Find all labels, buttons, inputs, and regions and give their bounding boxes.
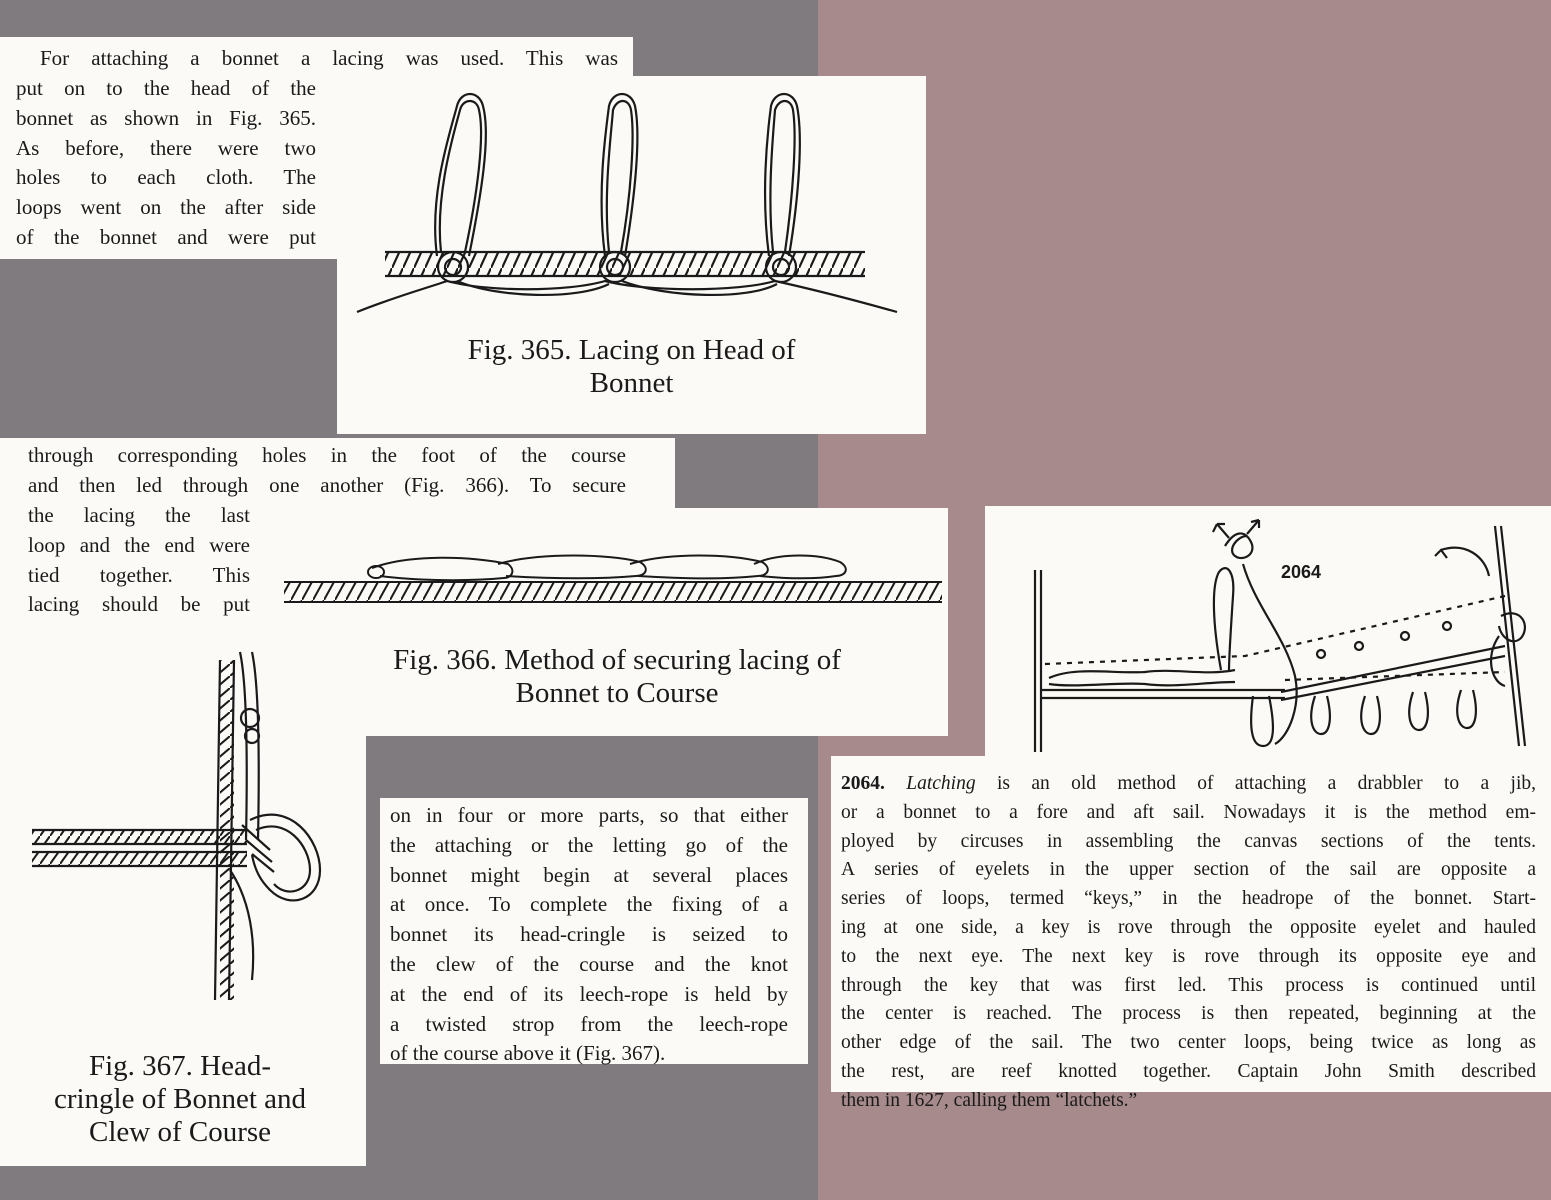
key-loop bbox=[1491, 636, 1505, 686]
caption-line: Bonnet bbox=[589, 367, 674, 399]
text-line: loop and the end were bbox=[28, 532, 250, 557]
fig-366-illustration bbox=[280, 540, 945, 620]
text-line-first bbox=[841, 770, 1536, 799]
key-loop bbox=[1409, 692, 1428, 730]
dashed-edge bbox=[1285, 672, 1505, 680]
fig-2064-illustration bbox=[985, 506, 1551, 756]
para-366-top bbox=[28, 441, 626, 501]
text-line: bonnet as shown in Fig. 365. bbox=[16, 105, 316, 130]
text-line: and then led through one another (Fig. 366). To secure bbox=[28, 472, 626, 497]
latching-drawing bbox=[1035, 520, 1525, 752]
fig-365-illustration bbox=[337, 76, 926, 336]
text-line: of the course above it (Fig. 367). bbox=[390, 1041, 666, 1066]
loop bbox=[372, 558, 512, 580]
horizontal-ropes bbox=[32, 830, 247, 866]
caption-line: Bonnet to Course bbox=[515, 677, 719, 709]
text-line: at once. To complete the fixing of a bbox=[390, 892, 788, 917]
fig-365-caption bbox=[337, 334, 926, 400]
text-line: bonnet might begin at several places bbox=[390, 862, 788, 887]
text-line: the center is reached. The process is then repeated, beginning at the bbox=[841, 1003, 1536, 1025]
text-line: ployed by circuses in assembling the canvas sections of the tents. bbox=[841, 830, 1536, 852]
headrope bbox=[1281, 646, 1505, 700]
text-line: ing at one side, a key is rove through the opposite eyelet and hauled bbox=[841, 916, 1536, 938]
text-line: or a bonnet to a fore and aft sail. Nowadays it is the method em- bbox=[841, 801, 1536, 823]
intro-paragraph bbox=[16, 74, 316, 253]
lacing-line bbox=[457, 281, 609, 295]
text-line: holes to each cloth. The bbox=[16, 165, 316, 190]
text-line: on in four or more parts, so that either bbox=[390, 803, 788, 827]
caption-line: Clew of Course bbox=[88, 1116, 272, 1148]
text-line: the clew of the course and the knot bbox=[390, 951, 788, 976]
caption-line: cringle of Bonnet and bbox=[53, 1083, 307, 1115]
lacing-line bbox=[357, 281, 897, 312]
caption-line: Fig. 367. Head- bbox=[88, 1050, 272, 1082]
head-cringle bbox=[242, 815, 320, 901]
text-line: other edge of the sail. The two center loops, being twice as long as bbox=[841, 1032, 1536, 1054]
arrow bbox=[1247, 520, 1259, 534]
latch-chain bbox=[1049, 682, 1235, 685]
text-line: them in 1627, calling them “latchets.” bbox=[841, 1089, 1138, 1111]
text-line: series of loops, termed “keys,” in the headrope of the bonnet. Start- bbox=[841, 888, 1536, 910]
lacing-line bbox=[622, 281, 777, 295]
para-2064 bbox=[841, 770, 1536, 1116]
arrow bbox=[1435, 548, 1489, 576]
rope-drawing bbox=[32, 652, 320, 1000]
text-line: tied together. This bbox=[28, 562, 250, 587]
text-line: to the next eye. The next key is rove through its opposite eye and bbox=[841, 945, 1536, 967]
text-line: For attaching a bonnet a lacing was used. This was bbox=[40, 46, 618, 70]
text-line: the attaching or the letting go of the bbox=[390, 832, 788, 857]
para-continuation bbox=[390, 801, 788, 1069]
fig-367-illustration bbox=[20, 640, 340, 1020]
caption-line: Fig. 366. Method of securing lacing of bbox=[393, 644, 841, 676]
lacing-loops bbox=[357, 94, 897, 312]
intro-first-line bbox=[40, 44, 618, 74]
eyelet bbox=[1355, 642, 1363, 650]
knot bbox=[241, 709, 259, 727]
text-line: the rest, are reef knotted together. Captain John Smith described bbox=[841, 1060, 1536, 1082]
fig-366-caption bbox=[292, 644, 942, 710]
eyelet bbox=[1317, 650, 1325, 658]
fig-367-caption bbox=[30, 1050, 330, 1149]
long-key bbox=[1214, 568, 1233, 670]
para-366-side bbox=[28, 501, 250, 620]
text-line: loops went on the after side bbox=[16, 195, 316, 220]
lacing-chain bbox=[368, 556, 846, 581]
loop bbox=[770, 101, 794, 252]
key-loop bbox=[1361, 696, 1380, 734]
loop bbox=[498, 556, 646, 579]
long-key bbox=[1251, 696, 1273, 746]
text-line: the lacing the last bbox=[28, 503, 250, 527]
entry-first-line-rest: is an old method of attaching a drabbler to a jib, bbox=[975, 773, 1537, 794]
loop bbox=[630, 556, 768, 579]
text-line: bonnet its head-cringle is seized to bbox=[390, 922, 788, 947]
text-line: of the bonnet and were put bbox=[16, 224, 316, 249]
latch-chain bbox=[1049, 670, 1235, 678]
fig-2064-label: 2064 bbox=[1281, 562, 1322, 582]
text-line: lacing should be put bbox=[28, 592, 250, 617]
eyelet bbox=[1401, 632, 1409, 640]
key-loop bbox=[1311, 696, 1330, 734]
arrow bbox=[1213, 524, 1229, 538]
eyelet bbox=[1443, 622, 1451, 630]
text-line: As before, there were two bbox=[16, 135, 316, 160]
text-line: A series of eyelets in the upper section of the sail are opposite a bbox=[841, 859, 1536, 881]
text-line: through the key that was first led. This process is continued until bbox=[841, 974, 1536, 996]
entry-term: Latching bbox=[906, 773, 976, 794]
caption-line: Fig. 365. Lacing on Head of bbox=[467, 334, 796, 366]
rope bbox=[284, 582, 942, 602]
text-line: a twisted strop from the leech-rope bbox=[390, 1011, 788, 1036]
text-line: through corresponding holes in the foot of the course bbox=[28, 443, 626, 467]
key-loop bbox=[1457, 690, 1476, 728]
entry-number: 2064. bbox=[841, 773, 885, 794]
text-line: put on to the head of the bbox=[16, 76, 316, 100]
headrope bbox=[1041, 690, 1285, 698]
text-line: at the end of its leech-rope is held by bbox=[390, 981, 788, 1006]
